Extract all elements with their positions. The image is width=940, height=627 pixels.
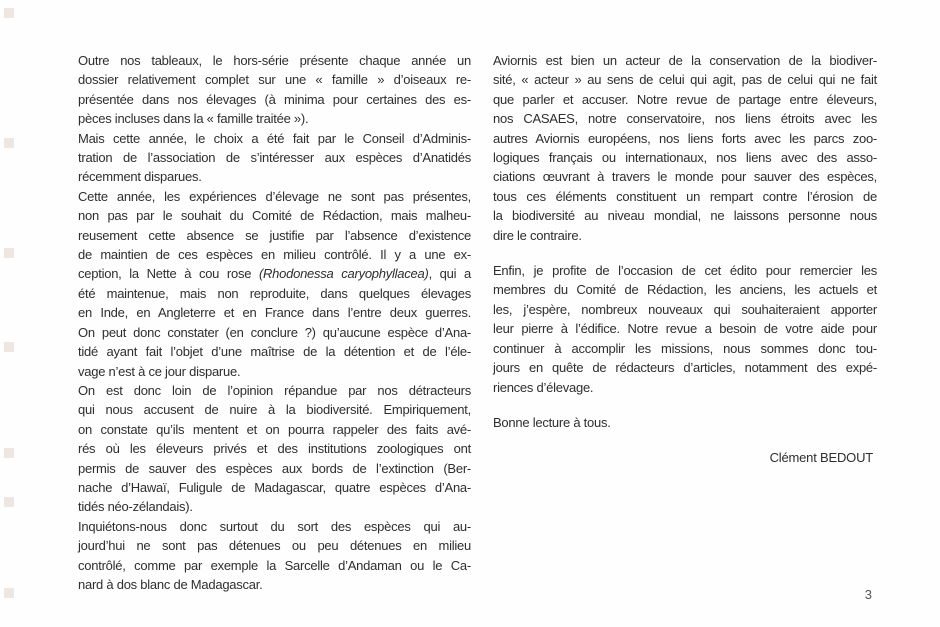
scan-artifact [4,342,14,352]
text-line: les, j’espère, nombreux nouveaux qui souhaiteraient apporter [493,301,877,317]
text-line: rés où les éleveurs privés et des institutions zoologiques ont [78,441,471,457]
scan-artifact [4,248,14,258]
paragraph [493,413,877,432]
text-line: Enfin, je profite de l’occasion de cet édito pour remercier les [493,263,877,279]
text-line: continuer à accomplir les missions, nous sommes donc tou- [493,340,877,356]
column-left-paragraphs [78,51,471,594]
text-line: Aviornis est bien un acteur de la conservation de la biodiver- [493,53,877,68]
text-line: Outre nos tableaux, le hors-série présente chaque année un [78,53,471,68]
author-signature: Clément BEDOUT [769,450,873,466]
text-column-right [493,51,877,468]
paragraph [78,187,471,381]
text-line: Inquiétons-nous donc surtout du sort des espèces qui au- [78,518,471,534]
paragraph [493,51,877,245]
text-line: logiques français ou internationaux, nos liens avec des asso- [493,150,877,166]
text-line: contrôlé, comme par exemple la Sarcelle d’Andaman ou le Ca- [78,557,471,573]
text-segment: , qui a [428,266,471,282]
text-column-left [78,51,471,594]
text-line: en Inde, en Angleterre et en France dans l’entre deux guerres. [78,305,471,321]
text-line: reusement cette absence se justifie par l’absence d’existence [78,227,471,243]
text-line: autres Aviornis européens, nos liens forts avec les parcs zoo- [493,130,877,146]
text-line: tous ces éléments constituent un rempart contre l’érosion de [493,188,877,204]
scan-artifact [4,8,14,18]
text-line: tration de l’association de s’intéresser aux espèces d’Anatidés [78,150,471,166]
text-line: jourd’hui ne sont pas détenues ou peu détenues en milieu [78,538,471,554]
text-line: Mais cette année, le choix a été fait par le Conseil d’Adminis- [78,130,471,146]
paragraph [78,381,471,517]
text-line [78,264,471,283]
page-number: 3 [864,587,872,602]
text-line: nard à dos blanc de Madagascar. [78,576,263,592]
text-line: tidés néo-zélandais). [78,499,193,515]
text-line: Cette année, les expériences d’élevage ne sont pas présentes, [78,188,471,204]
text-line: dire le contraire. [493,227,582,243]
paragraph [493,261,877,397]
text-line: On peut donc constater (en conclure ?) qu’aucune espèce d’Ana- [78,324,471,340]
text-line: permis de sauver des espèces aux bords de l’extinction (Ber- [78,460,471,476]
text-line: la biodiversité au niveau mondial, ne laissons personne nous [493,208,877,224]
text-line: sité, « acteur » au sens de celui qui agit, pas de celui qui ne fait [493,72,877,88]
scan-artifact [4,497,14,507]
column-right-paragraphs [493,51,877,432]
text-line: récemment disparues. [78,169,202,185]
text-line: leur pierre à l’édifice. Notre revue a besoin de votre aide pour [493,321,877,337]
text-line: pèces incluses dans la « famille traitée »). [78,111,309,127]
text-line: de maintien de ces espèces en milieu contrôlé. Il y a une ex- [78,247,471,263]
scan-artifact [4,448,14,458]
text-line: on constate qu’ils mentent et on pourra rappeler des faits avé- [78,421,471,437]
text-line: nache d’Hawaï, Fuligule de Madagascar, quatre espèces d’Ana- [78,479,471,495]
text-line: riences d’élevage. [493,379,594,395]
text-line: jours en quête de rédacteurs d’articles, notamment des expé- [493,360,877,376]
text-line: présentée dans nos élevages (à minima pour certaines des es- [78,91,471,107]
text-line: que parler et accuser. Notre revue de partage entre éleveurs, [493,91,877,107]
text-line: Bonne lecture à tous. [493,414,611,430]
text-line: été maintenue, mais non reproduite, dans quelques élevages [78,285,471,301]
paragraph [78,517,471,595]
paragraph [78,51,471,129]
text-line: ciations œuvrant à travers le monde pour sauver des espèces, [493,169,877,185]
text-line: membres du Comité de Rédaction, les anciens, les actuels et [493,282,877,298]
text-line: non pas par le souhait du Comité de Rédaction, mais malheu- [78,208,471,224]
text-line: nos CASAES, notre conservatoire, nos liens étroits avec les [493,111,877,127]
text-segment: ception, la Nette à cou rose [78,266,259,282]
paragraph [78,129,471,187]
species-latin-name: (Rhodonessa caryophyllacea) [258,266,429,282]
scan-artifact [4,138,14,148]
text-line: On est donc loin de l’opinion répandue par nos détracteurs [78,382,471,398]
text-line: tidé ayant fait l’objet d’une maîtrise de la détention et de l’éle- [78,344,471,360]
text-line: qui nous accusent de nuire à la biodiversité. Empiriquement, [78,402,471,418]
text-line: dossier relativement complet sur une « famille » d’oiseaux re- [78,72,471,88]
text-line: vage n’est à ce jour disparue. [78,363,241,379]
scan-artifact [4,588,14,598]
